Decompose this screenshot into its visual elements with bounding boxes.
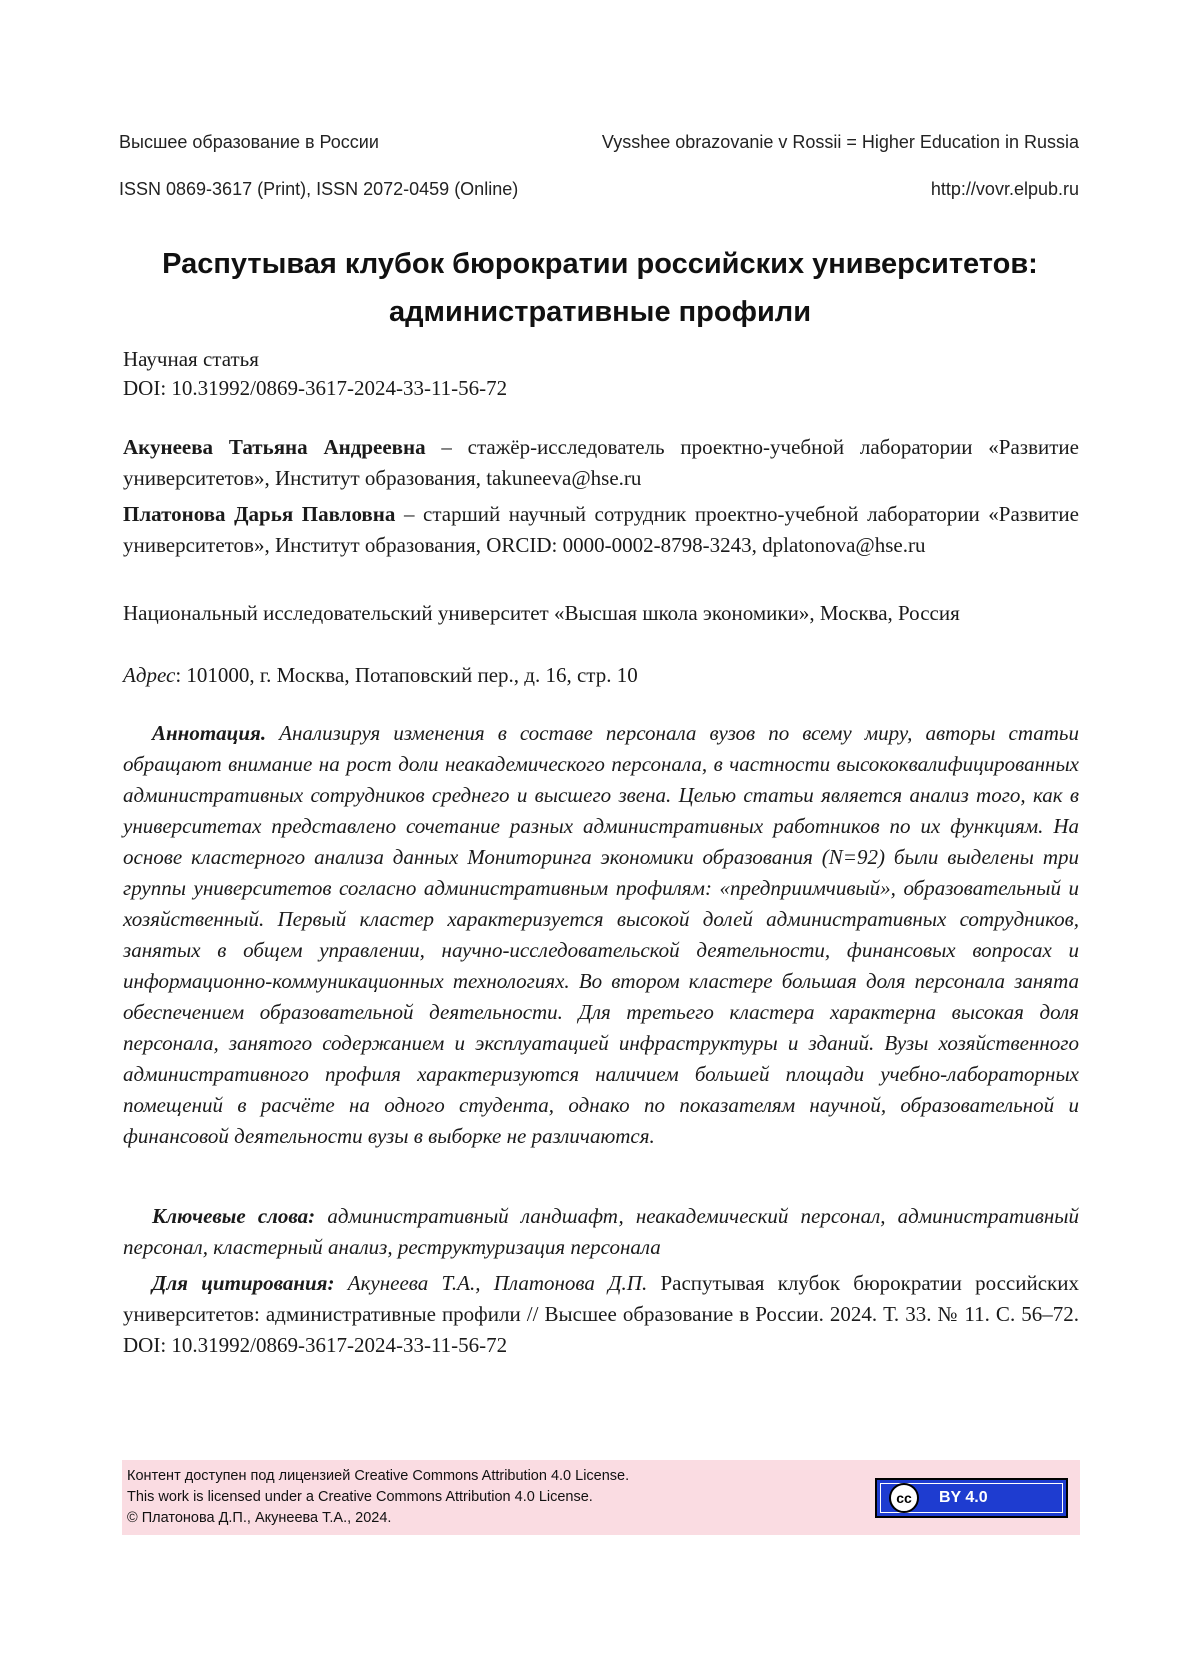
cc-by-badge[interactable] [875,1478,1068,1518]
abstract [123,718,1079,1152]
citation [123,1268,1079,1361]
copyright-line: © Платонова Д.П., Акунеева Т.А., 2024. [127,1510,392,1526]
abstract-text: Анализируя изменения в составе персонала вузов по всему миру, авторы статьи обращают внимание на рост доли неакадемического персонала, в частности высококвалифицированных административных сотрудников среднего и высшего звена. Целью статьи является анализ того, как в университетах представлено сочетание разных административных работников по их функциям. На основе кластерного анализа данных Мониторинга экономики образования (N=92) были выделены три группы университетов согласно административным профилям: «предприимчивый», образовательный и хозяйственный. Первый кластер характеризуется высокой долей административных сотрудников, занятых в общем управлении, научно-исследовательской деятельности, финансовых вопросах и информационно-коммуникационных технологиях. Во втором кластере большая доля персонала занята обеспечением образовательной деятельности. Для третьего кластера характерна высокая доля персонала, занятого содержанием и эксплуатацией инфраструктуры и зданий. Вузы хозяйственного административного профиля характеризуются наличием большей площади учебно-лабораторных помещений в расчёте на одного студента, однако по показателям научной, образовательной и финансовой деятельности вузы в выборке не различаются. [123,721,1079,1148]
citation-authors: Акунеева Т.А., Платонова Д.П. [334,1271,648,1295]
journal-title-en: Vysshee obrazovanie v Rossii = Higher Education in Russia [601,132,1079,152]
affiliation [123,598,1079,629]
affiliation-text: Национальный исследовательский университет «Высшая школа экономики», Москва, Россия [123,601,960,625]
article-title-line-1: Распутывая клубок бюрократии российских университетов: [162,248,1038,280]
journal-title-ru: Высшее образование в России [119,132,379,152]
keywords-label: Ключевые слова: [152,1204,316,1228]
license-box [122,1460,1080,1535]
author-2-name: Платонова Дарья Павловна [123,502,396,526]
citation-label: Для цитирования: [152,1271,335,1295]
abstract-label: Аннотация. [152,721,267,745]
journal-url[interactable]: http://vovr.elpub.ru [930,179,1079,199]
author-1-description: – стажёр-исследователь проектно-учебной лаборатории «Развитие университетов», Институт образования, takuneeva@hse.ru [123,435,1079,490]
issn-line: ISSN 0869-3617 (Print), ISSN 2072-0459 (Online) [119,179,519,199]
license-text [127,1466,629,1529]
cc-icon: cc [889,1483,919,1513]
license-line-ru: Контент доступен под лицензией Creative Commons Attribution 4.0 License. [127,1468,630,1484]
author-1-name: Акунеева Татьяна Андреевна [123,435,426,459]
article-doi[interactable]: DOI: 10.31992/0869-3617-2024-33-11-56-72 [123,376,508,400]
keywords-text: административный ландшафт, неакадемический персонал, административный персонал, кластерный анализ, реструктуризация персонала [123,1204,1079,1259]
cc-badge-label: BY 4.0 [939,1489,988,1506]
address-text: : 101000, г. Москва, Потаповский пер., д. 16, стр. 10 [175,663,638,687]
keywords [123,1201,1079,1263]
author-2 [123,499,1079,561]
license-line-en: This work is licensed under a Creative Commons Attribution 4.0 License. [127,1489,593,1505]
author-2-description: – старший научный сотрудник проектно-учебной лаборатории «Развитие университетов», Институт образования, ORCID: 0000-0002-8798-3243, dplatonova@hse.ru [123,502,1079,557]
address-label: Адрес [123,663,176,687]
author-1 [123,432,1079,494]
article-meta [123,345,1079,403]
article-title [120,240,1080,336]
address [123,660,1079,691]
citation-text: Распутывая клубок бюрократии российских университетов: административные профили // Высшее образование в России. 2024. Т. 33. № 11. С. 56–72. DOI: 10.31992/0869-3617-2024-33-11-56-72 [123,1271,1079,1357]
article-title-line-2: административные профили [388,296,812,328]
article-type: Научная статья [123,347,259,371]
